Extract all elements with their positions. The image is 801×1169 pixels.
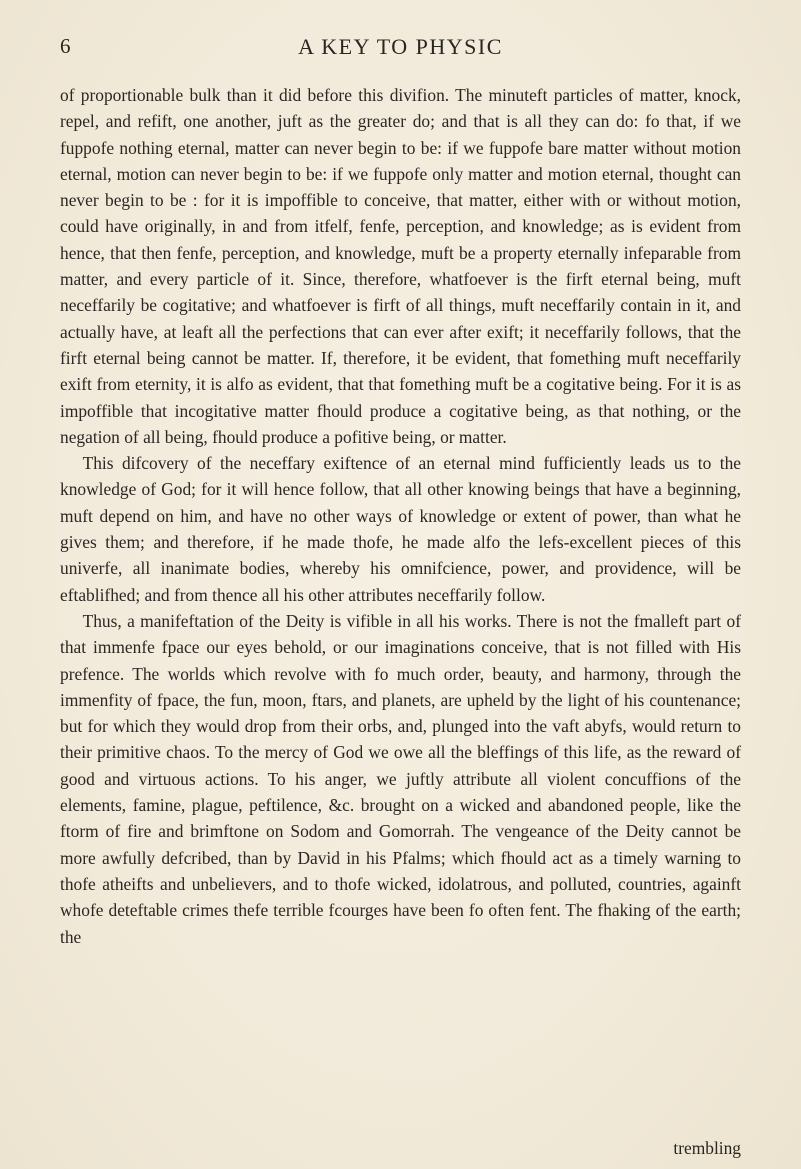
catchword: trembling <box>673 1138 741 1158</box>
page-header <box>60 34 741 64</box>
page-number: 6 <box>60 34 72 58</box>
body-text <box>60 82 741 950</box>
paragraph: This difcovery of the neceffary exiftence of an eternal mind fufficiently leads us to the knowledge of God; for it will hence follow, that all other knowing beings that have a beginning, muft depend on him, and have no other ways of knowledge or extent of power, than what he gives them; and therefore, if he made thofe, he made alfo the lefs-excellent pieces of this univerfe, all inanimate bodies, whereby his omnifcience, power, and providence, will be eftablifhed; and from thence all his other attributes neceffarily follow. <box>60 453 741 605</box>
running-head: A KEY TO PHYSIC <box>298 34 503 59</box>
paragraph: of proportionable bulk than it did before this divifion. The minuteft particles of matter, knock, repel, and refift, one another, juft as the greater do; and that is all they can do: fo that, if we fuppofe nothing eternal, matter can never begin to be: if we fuppofe bare matter without motion eternal, motion can never begin to be: if we fuppofe only matter and motion eternal, thought can never begin to be : for it is impoffible to conceive, that matter, either with or without motion, could have originally, in and from itfelf, fenfe, perception, and knowledge; as is evident from hence, that then fenfe, perception, and knowledge, muft be a property eternally infeparable from matter, and every particle of it. Since, therefore, whatfoever is the firft eternal being, muft neceffarily be cogitative; and whatfoever is firft of all things, muft neceffarily contain in it, and actually have, at leaft all the perfections that can ever after exift; it neceffarily follows, that the firft eternal being cannot be matter. If, therefore, it be evident, that fomething muft neceffarily exift from eternity, it is alfo as evident, that that fomething muft be a cogitative being. For it is as impoffible that incogitative matter fhould produce a cogitative being, as that nothing, or the negation of all being, fhould produce a pofitive being, or matter. <box>60 85 741 447</box>
paragraph: Thus, a manifeftation of the Deity is vifible in all his works. There is not the fmalleft part of that immenfe fpace our eyes behold, or our imaginations conceive, that is not filled with His prefence. The worlds which revolve with fo much order, beauty, and harmony, through the immenfity of fpace, the fun, moon, ftars, and planets, are upheld by the light of his countenance; but for which they would drop from their orbs, and, plunged into the vaft abyfs, would return to their primitive chaos. To the mercy of God we owe all the bleffings of this life, as the reward of good and virtuous actions. To his anger, we juftly attribute all violent concuffions of the elements, famine, plague, peftilence, &c. brought on a wicked and abandoned people, like the ftorm of fire and brimftone on Sodom and Gomorrah. The vengeance of the Deity cannot be more awfully defcribed, than by David in his Pfalms; which fhould act as a timely warning to thofe atheifts and unbelievers, and to thofe wicked, idolatrous, and polluted, countries, againft whofe deteftable crimes thefe terrible fcourges have been fo often fent. The fhaking of the earth; the <box>60 610 741 947</box>
